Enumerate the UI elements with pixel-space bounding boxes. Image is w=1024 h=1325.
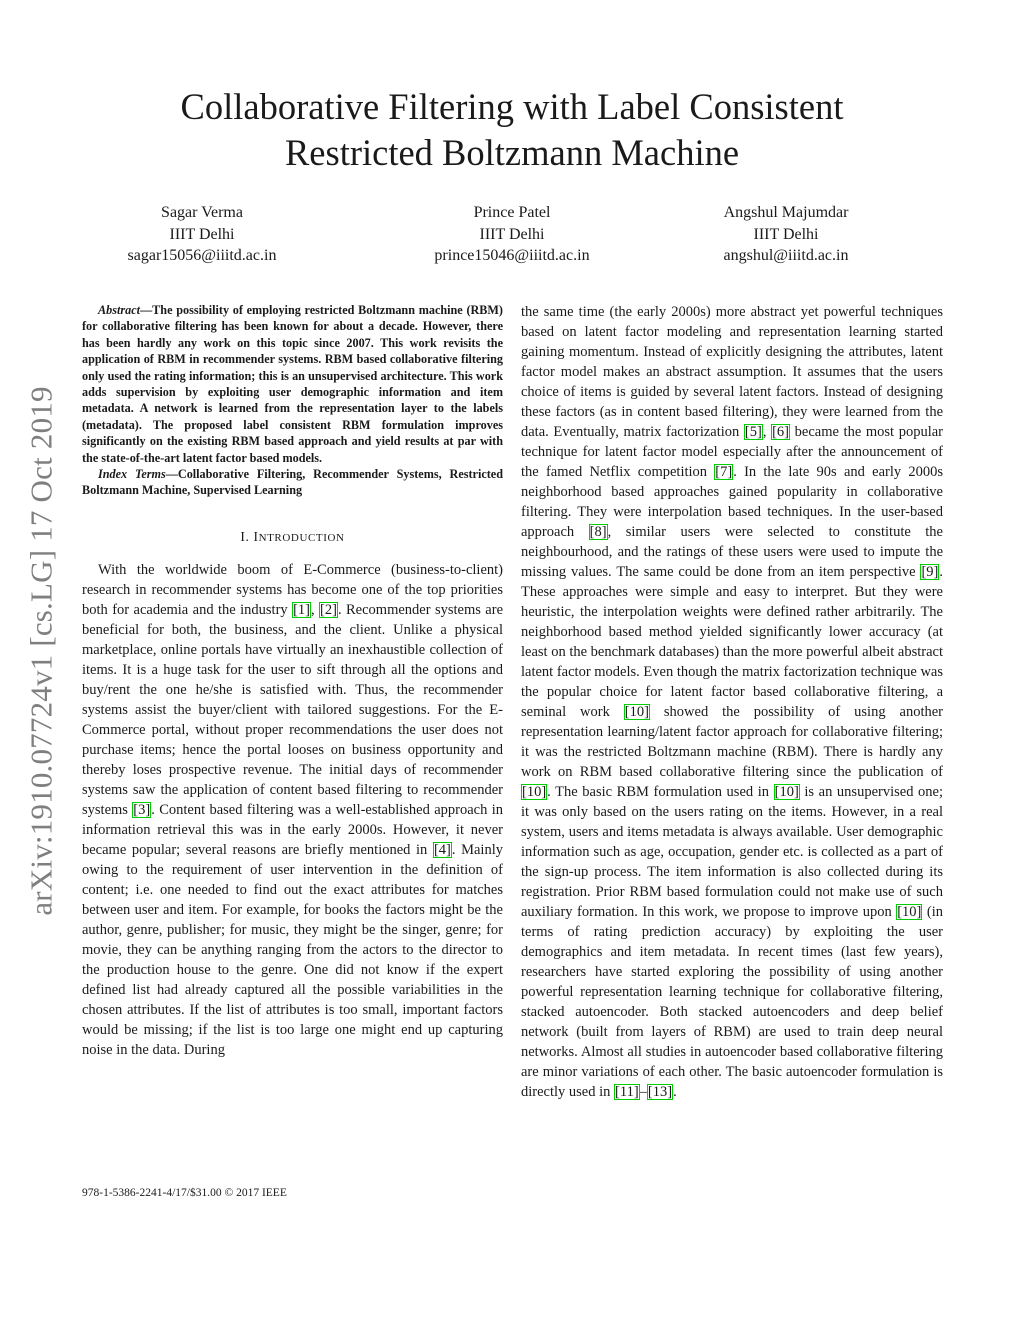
text-run: (in terms of rating prediction accuracy) by exploiting the user demographics and item metadata. In recent times (last few years), researchers have started exploring the possibility of using another powerful representation learning technique for collaborative filtering, stacked autoencoder. Both stacked autoencoders and deep belief network (built from layers of RBM) are used to train deep neural networks. Almost all studies in autoencoder based collaborative filtering are minor variations of each other. The basic autoencoder formulation is directly used in <box>521 904 943 1100</box>
text-run: . The basic RBM formulation used in <box>547 784 774 800</box>
citation-link[interactable]: [2] <box>320 601 337 618</box>
right-column <box>521 302 943 1102</box>
author-3 <box>666 202 906 267</box>
citation-link[interactable]: [5] <box>744 424 762 440</box>
author-block <box>82 202 942 272</box>
text-run: . <box>673 1084 677 1100</box>
author-email: angshul@iiitd.ac.in <box>723 247 849 264</box>
intro-paragraph-left <box>82 560 503 1060</box>
index-terms-text: Collaborative Filtering, Recommender Systems, Restricted Boltzmann Machine, Supervised Learning <box>82 467 503 498</box>
index-terms <box>82 466 503 499</box>
abstract-text: The possibility of employing restricted Boltzmann machine (RBM) for collaborative filtering has been known for about a decade. However, there has been hardly any work on this topic since 2007. This work revisits the application of RBM in recommender systems. RBM based collaborative filtering only used the rating information; this is an unsupervised architecture. This work adds supervision by exploiting user demographic information and item metadata. A network is learned from the representation layer to the labels (metadata). The proposed label consistent RBM formulation improves significantly on the existing RBM based approach and yield results at par with the state-of-the-art latent factor based models. <box>82 303 503 465</box>
author-1 <box>82 202 322 267</box>
citation-link[interactable]: [4] <box>433 841 451 858</box>
text-run: the same time (the early 2000s) more abstract yet powerful techniques based on latent factor modeling and representation learning started gaining momentum. Instead of explicitly designing the attributes, latent factor model makes an abstract assumption. It assumes that the users choice of items is guided by several latent factors. Instead of designing these factors (as in content based filtering), they were learned from the data. Eventually, matrix factorization <box>521 304 943 440</box>
paper-title <box>82 84 942 176</box>
citation-link[interactable]: [7] <box>715 464 733 480</box>
text-run: is an unsupervised one; it was only based on the users rating on the items. However, in a real system, users and items metadata is always available. User demographic information such as age, occupation, gender etc. is collected as a part of the sign-up process. The item information is also collected during its registration. Prior RBM based formulation could not make use of such auxiliary formation. In this work, we propose to improve upon <box>521 784 944 920</box>
text-run: , similar users were selected to constitute the neighbourhood, and the ratings of these users were used to impute the missing values. The same could be done from an item perspective <box>521 524 943 580</box>
text-run: – <box>639 1084 647 1100</box>
citation-link[interactable]: [13] <box>647 1084 673 1100</box>
citation-link[interactable]: [8] <box>589 524 607 540</box>
intro-paragraph-right <box>521 302 943 1102</box>
text-run: , <box>762 424 772 440</box>
copyright-footnote: 978-1-5386-2241-4/17/$31.00 © 2017 IEEE <box>82 1187 287 1199</box>
citation-link[interactable]: [10] <box>774 784 799 800</box>
citation-link[interactable]: [1] <box>293 601 310 618</box>
text-run: . Content based filtering was a well-established approach in information retrieval this was in the early 2000s. However, it never became popular; several reasons are briefly mentioned in <box>82 801 504 858</box>
left-column <box>82 302 503 1060</box>
arxiv-identifier: arXiv:1910.07724v1 [cs.LG] 17 Oct 2019 <box>24 386 60 916</box>
title-line-1: Collaborative Filtering with Label Consistent <box>180 86 844 127</box>
author-affiliation: IIIT Delhi <box>169 225 235 243</box>
citation-link[interactable]: [10] <box>522 784 547 800</box>
abstract-label: Abstract <box>98 303 140 317</box>
author-name: Angshul Majumdar <box>723 204 849 221</box>
citation-link[interactable]: [10] <box>624 704 649 720</box>
title-line-2: Restricted Boltzmann Machine <box>284 132 740 173</box>
author-affiliation: IIIT Delhi <box>753 225 819 243</box>
section-heading-introduction <box>82 527 503 548</box>
author-email: prince15046@iiitd.ac.in <box>434 247 590 264</box>
text-run: . Recommender systems are beneficial for both, the business, and the client. Unlike a physical marketplace, online portals have virtually an inexhaustible collection of items. It is a huge task for the user to sift through all the options and buy/rent the one he/she is satisfied with. Thus, the recommender systems assist the buyer/client with tailored suggestions. For the E-Commerce portal, without proper recommendations the user does not purchase items; hence the portal looses on business opportunity and thereby loses prospective revenue. The initial days of recommender systems saw the application of content based filtering to recommender systems <box>82 601 504 818</box>
text-run: . Mainly owing to the requirement of user intervention in the definition of content; i.e. one needed to find out the exact attributes for matches between user and item. For example, for books the factors might be the author, genre, publisher; for music, they might be the singer, genre; for movie, they can be anything ranging from the actors to the director to the production house to the genre. One did not know if the expert defined list had already captured all the possible variabilities in the chosen attributes. If the list of attributes is too small, important factors would be missing; if the list is too large one might end up capturing noise in the data. During <box>82 841 503 1058</box>
author-2 <box>392 202 632 267</box>
author-affiliation: IIIT Delhi <box>479 225 545 243</box>
arxiv-side-stamp <box>22 356 62 946</box>
text-run: , <box>311 601 320 618</box>
citation-link[interactable]: [3] <box>133 801 151 818</box>
citation-link[interactable]: [10] <box>897 904 922 920</box>
citation-link[interactable]: [6] <box>772 424 790 440</box>
text-run: . These approaches were simple and easy to interpret. But they were heuristic, the interpolation weights were defined rather arbitrarily. The neighborhood based method yielded significantly lower accuracy (at least on the benchmark databases) than the more powerful albeit abstract latent factor models. Even though the matrix factorization technique was the popular choice for latent factor based collaborative filtering, a seminal work <box>521 564 943 720</box>
citation-link[interactable]: [9] <box>921 564 939 580</box>
index-terms-label: Index Terms <box>98 467 166 482</box>
text-run: . In the late 90s and early 2000s neighborhood based approaches gained popularity in collaborative filtering. They were interpolation based techniques. In the user-based approach <box>521 464 943 540</box>
text-run: became the most popular technique for latent factor model especially after the announcement of the famed Netflix competition <box>521 424 944 480</box>
index-terms-dash: — <box>165 467 178 482</box>
author-email: sagar15056@iiitd.ac.in <box>127 247 277 264</box>
section-heading-rest: NTRODUCTION <box>258 531 345 544</box>
author-name: Sagar Verma <box>161 204 243 221</box>
author-name: Prince Patel <box>473 204 551 221</box>
section-numeral: I. <box>240 528 250 544</box>
text-run: With the worldwide boom of E-Commerce (business-to-client) research in recommender systems has become one of the top priorities both for academia and the industry <box>82 561 503 618</box>
citation-link[interactable]: [11] <box>615 1084 639 1100</box>
abstract <box>82 302 503 466</box>
text-run: showed the possibility of using another representation learning/latent factor approach for collaborative filtering; it was the restricted Boltzmann machine (RBM). There is hardly any work on RBM based collaborative filtering since the publication of <box>521 704 943 780</box>
section-heading-initial: I <box>253 528 259 544</box>
abstract-dash: — <box>139 303 153 317</box>
